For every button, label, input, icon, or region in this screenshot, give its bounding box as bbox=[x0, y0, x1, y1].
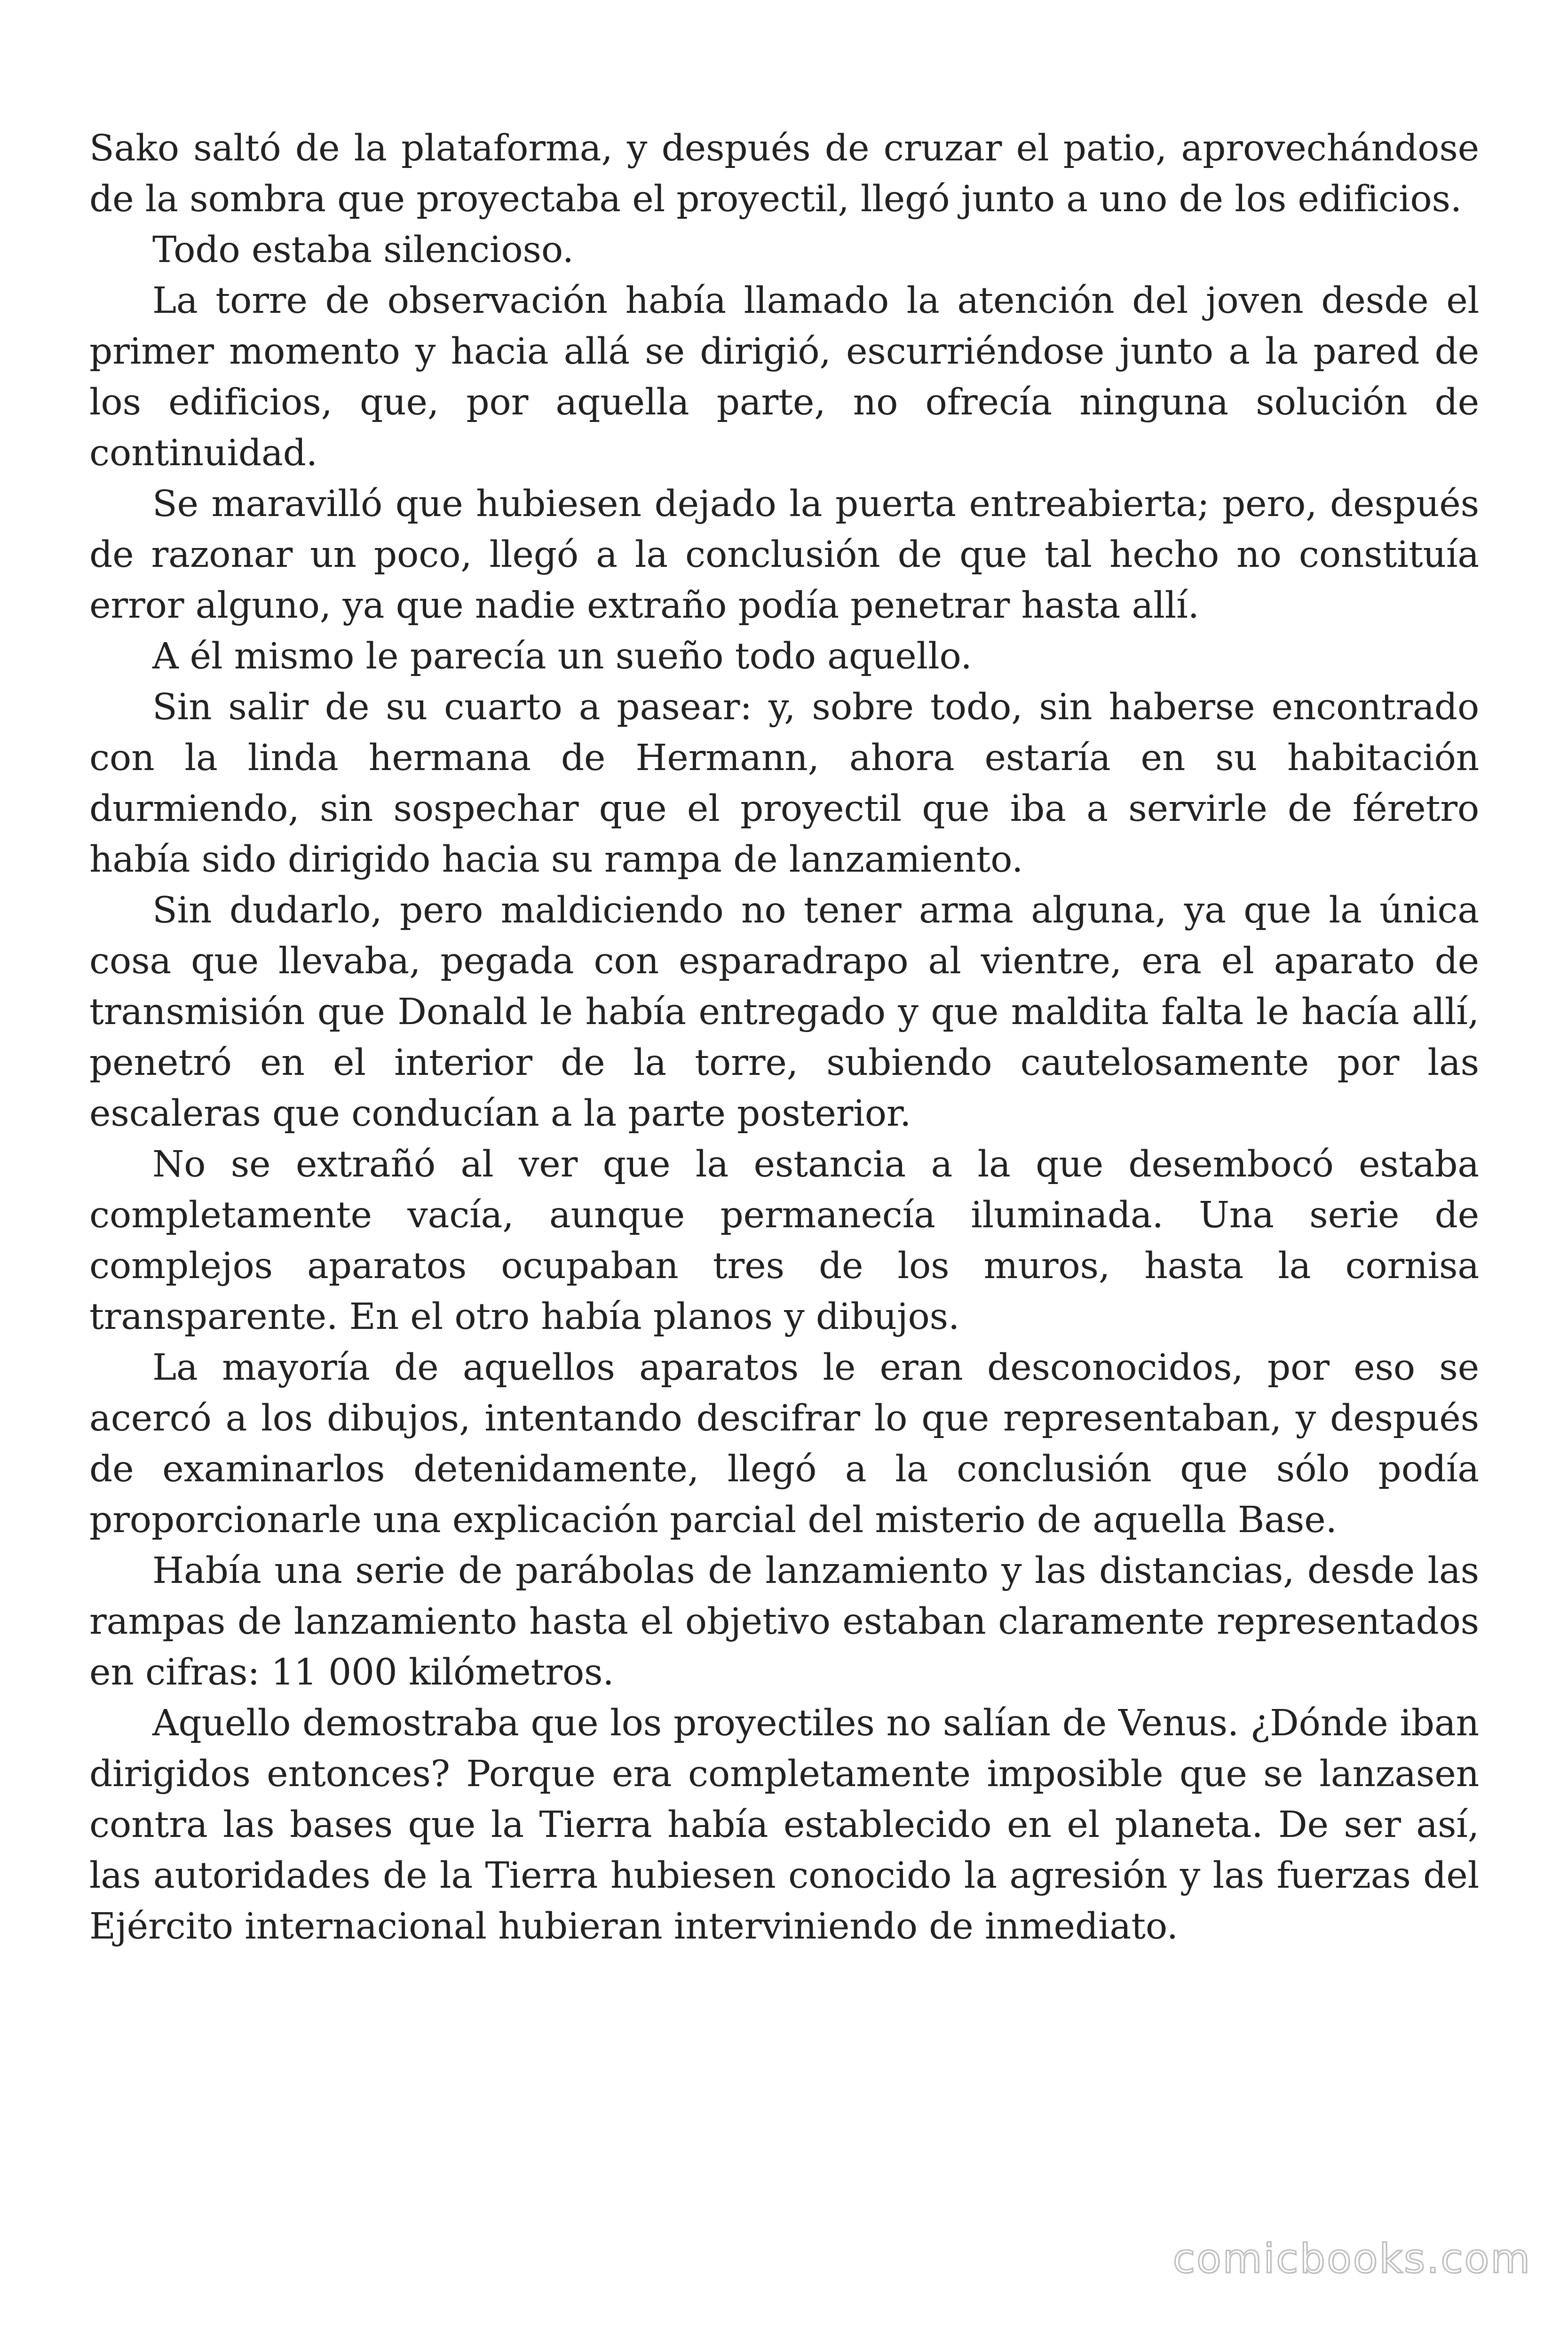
paragraph: A él mismo le parecía un sueño todo aquello. bbox=[152, 636, 972, 677]
paragraph: La torre de observación había llamado la atención del joven desde el primer momento y hacia allá se dirigió, escurriéndose junto a la pared de los edificios, que, por aquella parte, no ofrecía ninguna solución de continuidad. bbox=[89, 280, 1479, 474]
paragraph: No se extrañó al ver que la estancia a la que desembocó estaba completamente vacía, aunque permanecía iluminada. Una serie de complejos aparatos ocupaban tres de los muros, hasta la cornisa transparente. En el otro había planos y dibujos. bbox=[89, 1144, 1479, 1338]
paragraph: La mayoría de aquellos aparatos le eran desconocidos, por eso se acercó a los dibujos, intentando descifrar lo que representaban, y después de examinarlos detenidamente, llegó a la conclusión que sólo podía proporcionarle una explicación parcial del misterio de aquella Base. bbox=[89, 1347, 1479, 1541]
body-text bbox=[89, 123, 1479, 1952]
paragraph: Se maravilló que hubiesen dejado la puerta entreabierta; pero, después de razonar un poco, llegó a la conclusión de que tal hecho no constituía error alguno, ya que nadie extraño podía penetrar hasta allí. bbox=[89, 483, 1479, 627]
paragraph: Todo estaba silencioso. bbox=[152, 229, 574, 271]
paragraph: Sako saltó de la plataforma, y después de cruzar el patio, aprovechándose de la sombra que proyectaba el proyectil, llegó junto a uno de los edificios. bbox=[89, 127, 1479, 220]
paragraph: Sin dudarlo, pero maldiciendo no tener arma alguna, ya que la única cosa que llevaba, pegada con esparadrapo al vientre, era el aparato de transmisión que Donald le había entregado y que maldita falta le hacía allí, penetró en el interior de la torre, subiendo cautelosamente por las escaleras que conducían a la parte posterior. bbox=[89, 890, 1479, 1135]
paragraph: Había una serie de parábolas de lanzamiento y las distancias, desde las rampas de lanzamiento hasta el objetivo estaban claramente representados en cifras: 11 000 kilómetros. bbox=[89, 1550, 1479, 1693]
paragraph: Sin salir de su cuarto a pasear: y, sobre todo, sin haberse encontrado con la linda hermana de Hermann, ahora estaría en su habitación durmiendo, sin sospechar que el proyectil que iba a servirle de féretro había sido dirigido hacia su rampa de lanzamiento. bbox=[89, 686, 1479, 881]
paragraph: Aquello demostraba que los proyectiles no salían de Venus. ¿Dónde iban dirigidos entonces? Porque era completamente imposible que se lanzasen contra las bases que la Tierra había establecido en el planeta. De ser así, las autoridades de la Tierra hubiesen conocido la agresión y las fuerzas del Ejército internacional hubieran interviniendo de inmediato. bbox=[89, 1702, 1479, 1947]
watermark: comicbooks.com bbox=[1172, 2235, 1531, 2282]
